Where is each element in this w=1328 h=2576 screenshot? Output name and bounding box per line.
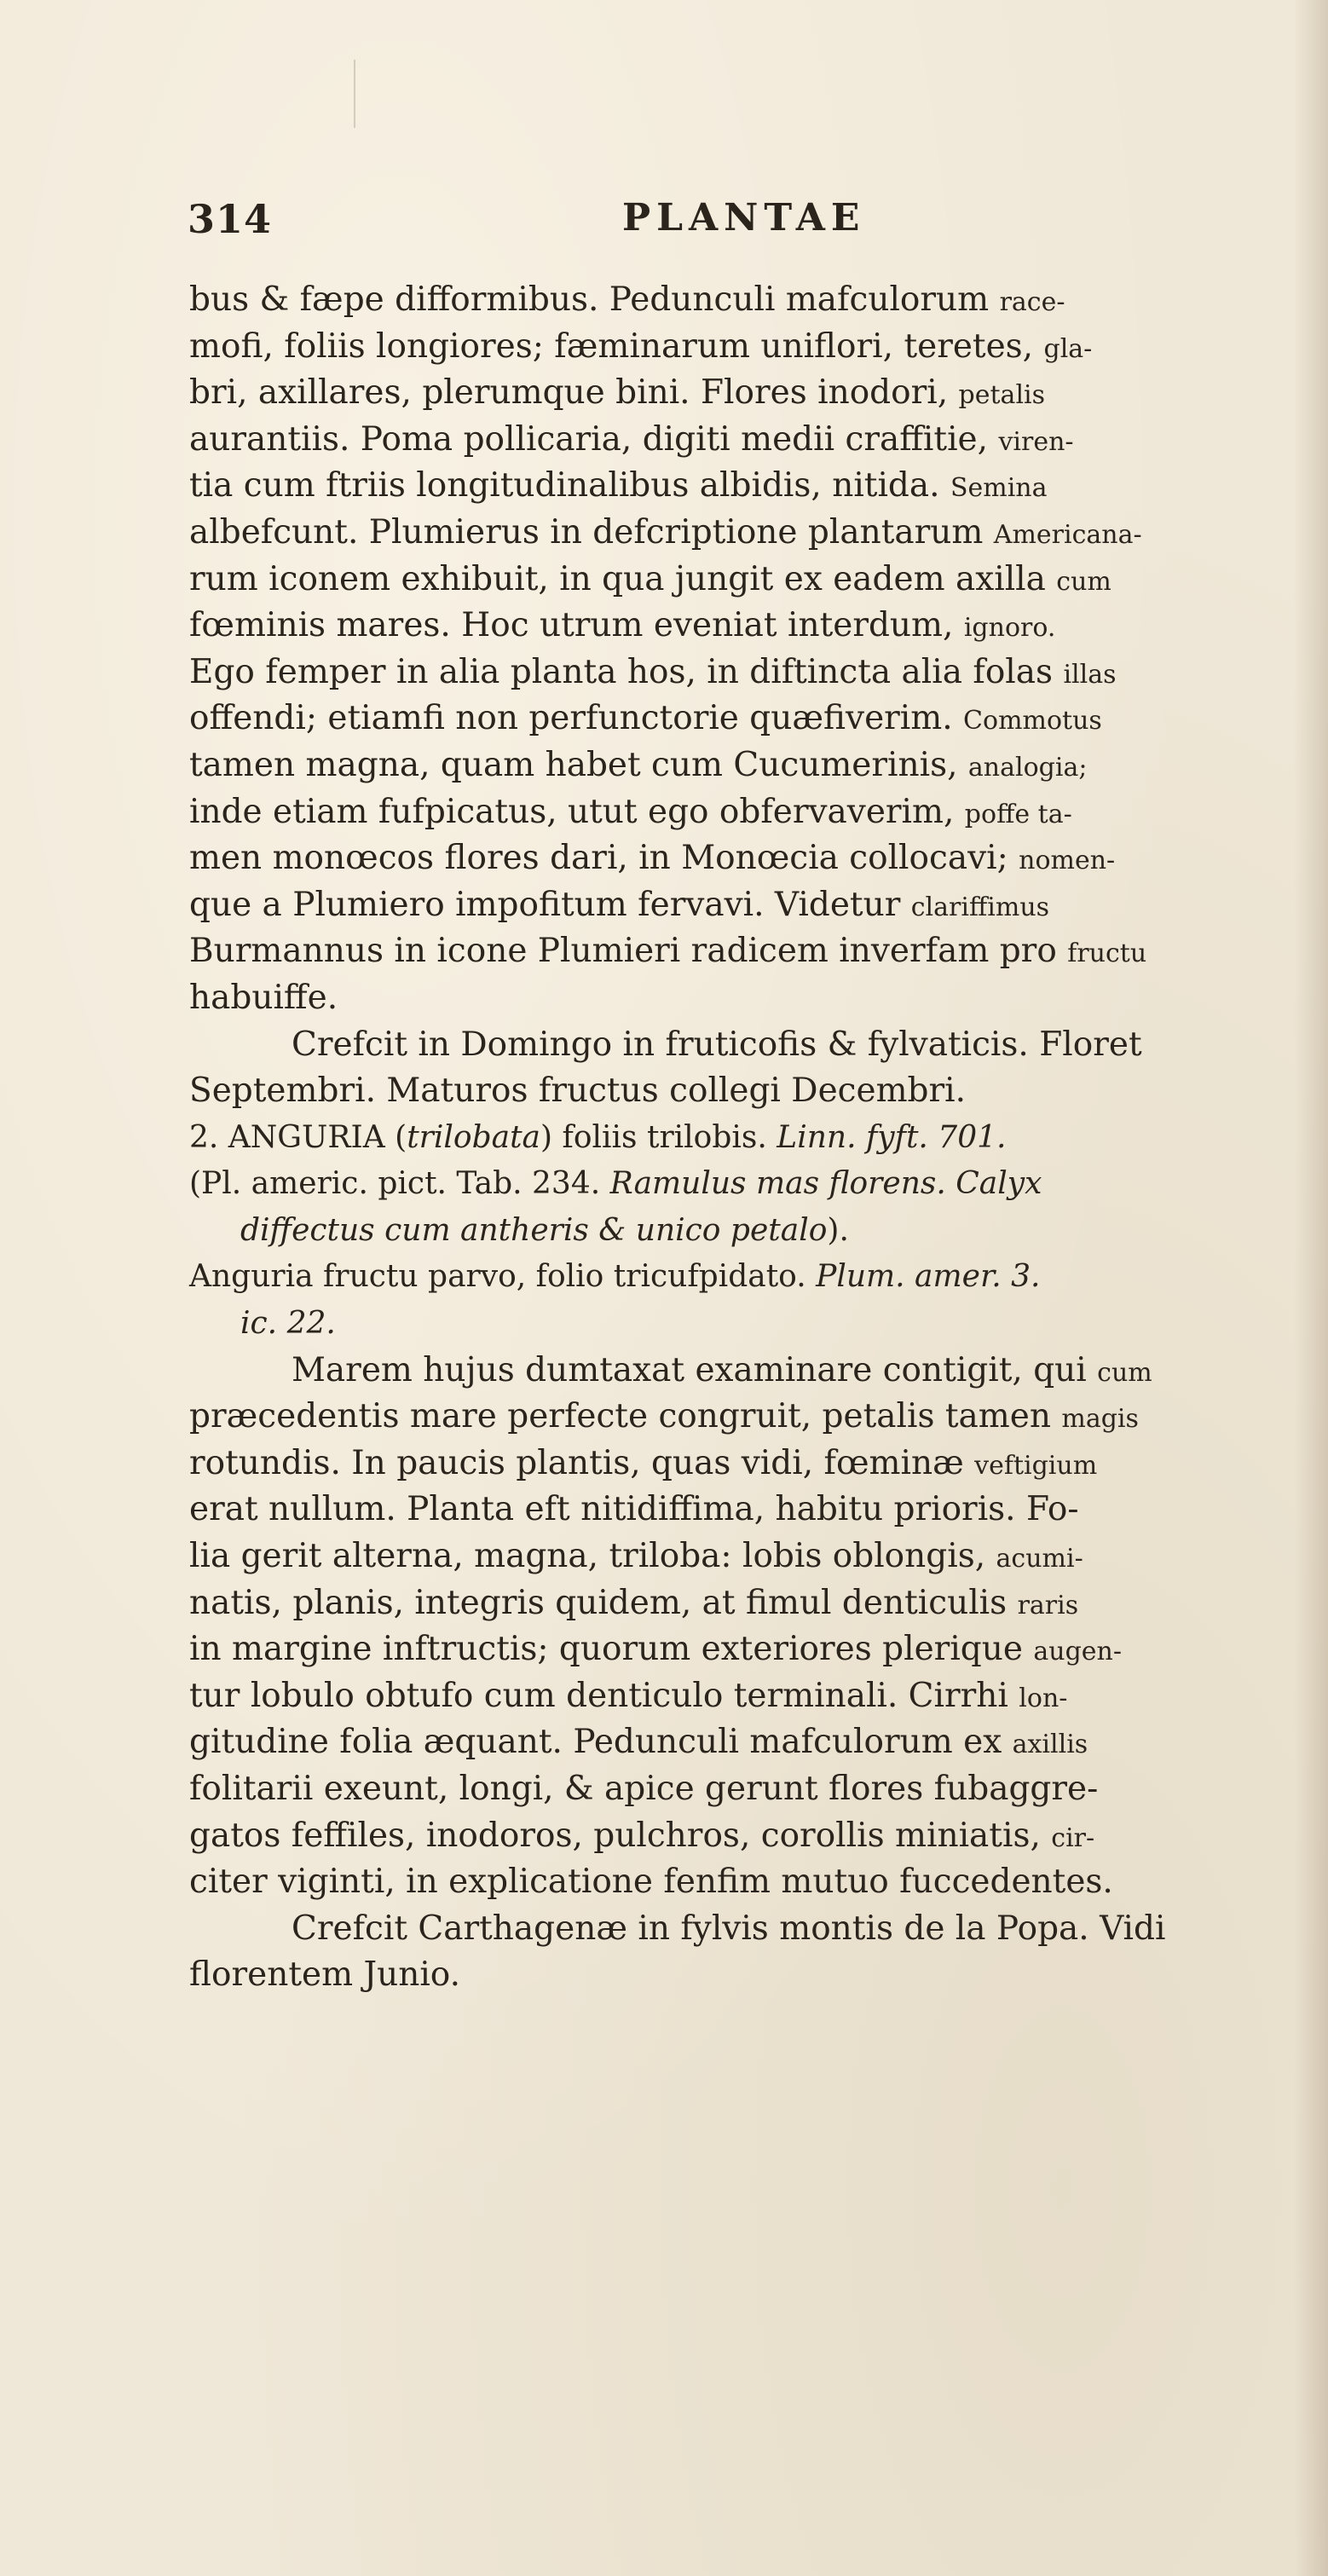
text-line: tia cum ftriis longitudinalibus albidis, nitida. Semina <box>189 466 1048 505</box>
text-line: Crefcit in Domingo in fruticofis & fylvaticis. Floret <box>292 1025 1142 1064</box>
line-end-text: nomen- <box>1019 846 1116 876</box>
text-line: habuiffe. <box>189 978 338 1017</box>
italic-text: diffectus cum antheris & unico petalo <box>240 1212 828 1248</box>
running-title: PLANTAE <box>622 196 866 240</box>
text-line: diffectus cum antheris & unico petalo). <box>240 1212 849 1248</box>
line-end-text: acumi- <box>996 1544 1083 1574</box>
line-end-text: magis <box>1061 1404 1139 1435</box>
line-end-text: petalis <box>958 380 1046 411</box>
text-line: tur lobulo obtufo cum denticulo terminali. Cirrhi lon- <box>189 1676 1068 1715</box>
line-end-text: ignoro. <box>963 613 1056 644</box>
text-line: offendi; etiamfi non perfunctorie quæfiverim. Commotus <box>189 699 1102 738</box>
text-line: folitarii exeunt, longi, & apice gerunt flores fubaggre- <box>189 1770 1099 1808</box>
italic-text: ic. 22. <box>240 1306 336 1342</box>
line-end-text: cir- <box>1051 1822 1095 1853</box>
line-end-text: poffe ta- <box>964 799 1072 829</box>
text-line: Ego femper in alia planta hos, in diftincta alia folas illas <box>189 652 1117 691</box>
text-line: Septembri. Maturos fructus collegi Decembri. <box>189 1071 967 1111</box>
line-end-text: clariffimus <box>910 892 1050 922</box>
line-end-text: raris <box>1017 1590 1079 1620</box>
italic-text: Calyx <box>956 1166 1042 1202</box>
line-end-text: veftigium <box>974 1450 1098 1481</box>
text-line: lia gerit alterna, magna, triloba: lobis oblongis, acumi- <box>189 1537 1083 1576</box>
line-end-text: race- <box>999 287 1065 317</box>
text-line: gitudine folia æquant. Pedunculi mafculorum ex axillis <box>189 1723 1088 1762</box>
text-line: inde etiam fufpicatus, utut ego obfervaverim, poffe ta- <box>189 792 1072 831</box>
text-line: citer viginti, in explicatione fenfim mutuo fuccedentes. <box>189 1863 1113 1902</box>
line-end-text: fructu <box>1067 939 1147 969</box>
text-line: (Pl. americ. pict. Tab. 234. Ramulus mas florens. Calyx <box>189 1166 1042 1202</box>
text-line: præcedentis mare perfecte congruit, petalis tamen magis <box>189 1397 1139 1436</box>
text-line: rum iconem exhibuit, in qua jungit ex eadem axilla cum <box>189 559 1111 598</box>
italic-text: trilobata <box>407 1119 541 1155</box>
line-end-text: Americana- <box>993 519 1142 550</box>
text-line: rotundis. In paucis plantis, quas vidi, fœminæ veftigium <box>189 1443 1098 1482</box>
text-line: Anguria fructu parvo, folio tricufpidato. Plum. amer. 3. <box>189 1259 1041 1295</box>
text-line: albefcunt. Plumierus in defcriptione plantarum Americana- <box>189 512 1142 552</box>
line-end-text: analogia; <box>967 752 1088 783</box>
text-line: Burmannus in icone Plumieri radicem inverfam pro fructu <box>189 932 1147 971</box>
line-end-text: axillis <box>1012 1730 1088 1760</box>
italic-text: Linn. fyft. 701. <box>777 1119 1007 1155</box>
text-line: tamen magna, quam habet cum Cucumerinis, analogia; <box>189 745 1088 784</box>
line-end-text: lon- <box>1019 1683 1068 1713</box>
italic-text: Ramulus mas florens. <box>609 1166 946 1202</box>
line-end-text: augen- <box>1033 1637 1122 1667</box>
text-line: bri, axillares, plerumque bini. Flores inodori, petalis <box>189 373 1046 413</box>
page-number: 314 <box>188 196 273 242</box>
line-end-text: cum <box>1097 1357 1152 1388</box>
page-header <box>0 196 1328 256</box>
line-end-text: Commotus <box>963 706 1102 736</box>
text-line: men monœcos flores dari, in Monœcia collocavi; nomen- <box>189 839 1116 878</box>
text-line: florentem Junio. <box>189 1955 460 1995</box>
text-line <box>189 1301 1314 1348</box>
text-line: gatos feffiles, inodoros, pulchros, corollis miniatis, cir- <box>189 1816 1095 1855</box>
text-line: fœminis mares. Hoc utrum eveniat interdum, ignoro. <box>189 606 1056 645</box>
body-text <box>189 277 1314 1999</box>
paper-crease <box>354 60 355 128</box>
text-line: Crefcit Carthagenæ in fylvis montis de la Popa. Vidi <box>292 1909 1166 1948</box>
text-line: erat nullum. Planta eft nitidiffima, habitu prioris. Fo- <box>189 1490 1079 1529</box>
text-line: Marem hujus dumtaxat examinare contigit, qui cum <box>292 1350 1152 1389</box>
line-end-text: illas <box>1063 659 1117 690</box>
line-end-text: viren- <box>998 426 1074 457</box>
text-line: in margine inftructis; quorum exteriores plerique augen- <box>189 1630 1122 1669</box>
line-end-text: Semina <box>950 473 1048 504</box>
line-end-text: cum <box>1056 566 1111 597</box>
text-line: bus & fæpe difformibus. Pedunculi mafculorum race- <box>189 280 1065 319</box>
italic-text: Plum. amer. 3. <box>816 1259 1041 1295</box>
text-line: natis, planis, integris quidem, at fimul denticulis raris <box>189 1583 1079 1622</box>
text-line: que a Plumiero impofitum fervavi. Videtur clariffimus <box>189 885 1050 924</box>
text-line: 2. ANGURIA (trilobata) foliis trilobis. Linn. fyft. 701. <box>189 1119 1007 1155</box>
text-line: aurantiis. Poma pollicaria, digiti medii craffitie, viren- <box>189 419 1074 459</box>
line-end-text: gla- <box>1043 333 1093 364</box>
text-line: mofi, foliis longiores; fæminarum uniflori, teretes, gla- <box>189 326 1093 366</box>
